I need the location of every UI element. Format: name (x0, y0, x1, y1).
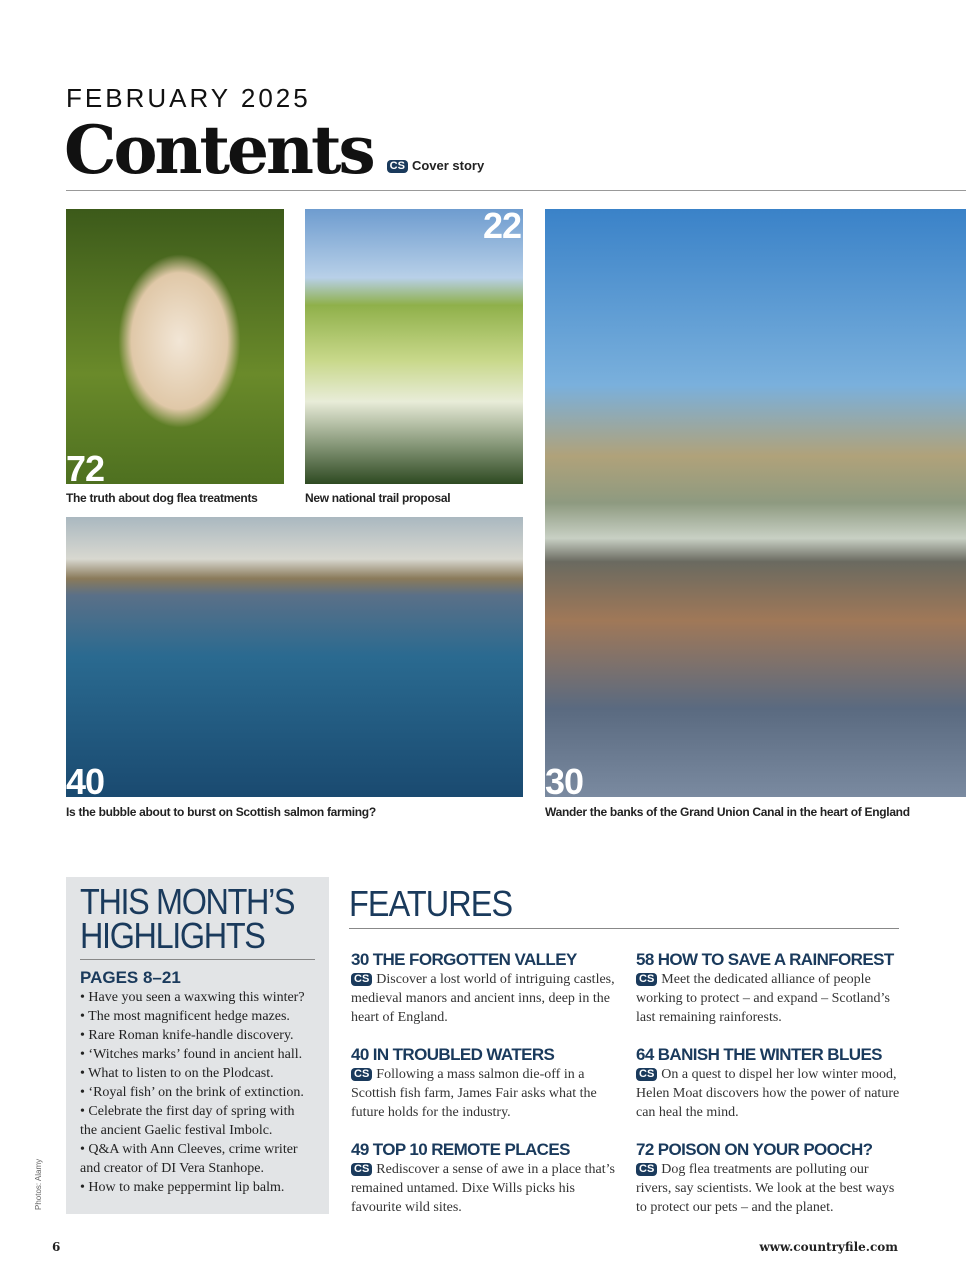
features-column-left (351, 950, 619, 1235)
cs-badge-icon: CS (351, 1163, 372, 1176)
feature-page: 49 (351, 1140, 369, 1159)
photo-trail[interactable] (305, 209, 523, 484)
features-divider (349, 928, 899, 929)
list-item: • How to make peppermint lip balm. (80, 1180, 285, 1195)
header-divider (66, 190, 966, 191)
website-url[interactable]: www.countryfile.com (759, 1240, 898, 1254)
highlights-title: HIGHLIGHTS (80, 915, 265, 956)
photo-page-number: 30 (545, 761, 584, 797)
cs-badge-icon: CS (387, 160, 408, 173)
photo-caption: New national trail proposal (305, 491, 451, 505)
cs-badge-icon: CS (636, 1068, 657, 1081)
highlights-divider (80, 959, 315, 960)
highlights-list (80, 988, 315, 1197)
feature-title: TOP 10 REMOTE PLACES (372, 1140, 570, 1159)
cs-badge-icon: CS (351, 1068, 372, 1081)
cs-badge-icon: CS (636, 973, 657, 986)
legend-label: Cover story (411, 158, 485, 173)
feature-page: 64 (636, 1045, 654, 1064)
highlights-box (66, 877, 329, 1214)
feature-title: THE FORGOTTEN VALLEY (372, 950, 577, 969)
feature-entry[interactable] (351, 1045, 619, 1122)
features-title: FEATURES (349, 883, 513, 924)
photo-dog[interactable] (66, 209, 284, 484)
list-item: • Have you seen a waxwing this winter? (80, 990, 305, 1005)
list-item: • ‘Witches marks’ found in ancient hall. (80, 1047, 303, 1062)
feature-title: POISON ON YOUR POOCH? (657, 1140, 873, 1159)
feature-entry[interactable] (351, 950, 619, 1027)
photo-page-number: 72 (66, 448, 105, 484)
list-item: • Rare Roman knife-handle discovery. (80, 1028, 294, 1043)
page-title: Contents (64, 111, 373, 189)
feature-entry[interactable] (351, 1140, 619, 1217)
photo-page-number: 40 (66, 761, 105, 797)
feature-title: BANISH THE WINTER BLUES (657, 1045, 882, 1064)
page-header (64, 83, 485, 189)
list-item: • Celebrate the first day of spring with the ancient Gaelic festival Imbolc. (80, 1104, 295, 1138)
highlights-title: THIS MONTH’S (80, 881, 295, 922)
feature-entry[interactable] (636, 1045, 904, 1122)
photo-page-number: 22 (482, 209, 521, 246)
feature-text: Meet the dedicated alliance of people working to protect – and expand – Scotland’s last remaining rainforests. (636, 972, 890, 1025)
issue-month: FEBRUARY 2025 (66, 83, 311, 113)
feature-page: 40 (351, 1045, 369, 1064)
feature-text: Following a mass salmon die-off in a Scottish fish farm, James Fair asks what the future holds for the industry. (351, 1067, 597, 1120)
cs-badge-icon: CS (351, 973, 372, 986)
features-column-right (636, 950, 904, 1235)
list-item: • The most magnificent hedge mazes. (80, 1009, 290, 1024)
feature-text: Discover a lost world of intriguing castles, medieval manors and ancient inns, deep in the heart of England. (351, 972, 615, 1025)
cs-badge-icon: CS (636, 1163, 657, 1176)
feature-text: On a quest to dispel her low winter mood, Helen Moat discovers how the power of nature can heal the mind. (636, 1067, 900, 1120)
feature-text: Rediscover a sense of awe in a place that’s remained untamed. Dixe Wills picks his favourite wild sites. (351, 1162, 615, 1215)
cover-story-legend (387, 158, 485, 174)
page-number: 6 (52, 1240, 61, 1254)
feature-page: 58 (636, 950, 654, 969)
feature-title: HOW TO SAVE A RAINFOREST (657, 950, 894, 969)
photo-salmon-farm[interactable] (66, 517, 523, 797)
photo-credit: Photos: Alamy (34, 1158, 43, 1210)
feature-entry[interactable] (636, 950, 904, 1027)
title-row (64, 111, 485, 189)
feature-entry[interactable] (636, 1140, 904, 1217)
list-item: • ‘Royal fish’ on the brink of extinction. (80, 1085, 304, 1100)
photo-caption: The truth about dog flea treatments (66, 491, 258, 505)
feature-title: IN TROUBLED WATERS (372, 1045, 555, 1064)
feature-page: 30 (351, 950, 369, 969)
list-item: • What to listen to on the Plodcast. (80, 1066, 274, 1081)
photo-caption: Is the bubble about to burst on Scottish salmon farming? (66, 805, 376, 819)
highlights-pages: PAGES 8–21 (80, 968, 181, 987)
photo-canal[interactable] (545, 209, 966, 797)
feature-page: 72 (636, 1140, 654, 1159)
feature-text: Dog flea treatments are polluting our rivers, say scientists. We look at the best ways to protect our pets – and the planet. (636, 1162, 895, 1215)
list-item: • Q&A with Ann Cleeves, crime writer and creator of DI Vera Stanhope. (80, 1142, 298, 1176)
photo-caption: Wander the banks of the Grand Union Canal in the heart of England (545, 805, 910, 819)
